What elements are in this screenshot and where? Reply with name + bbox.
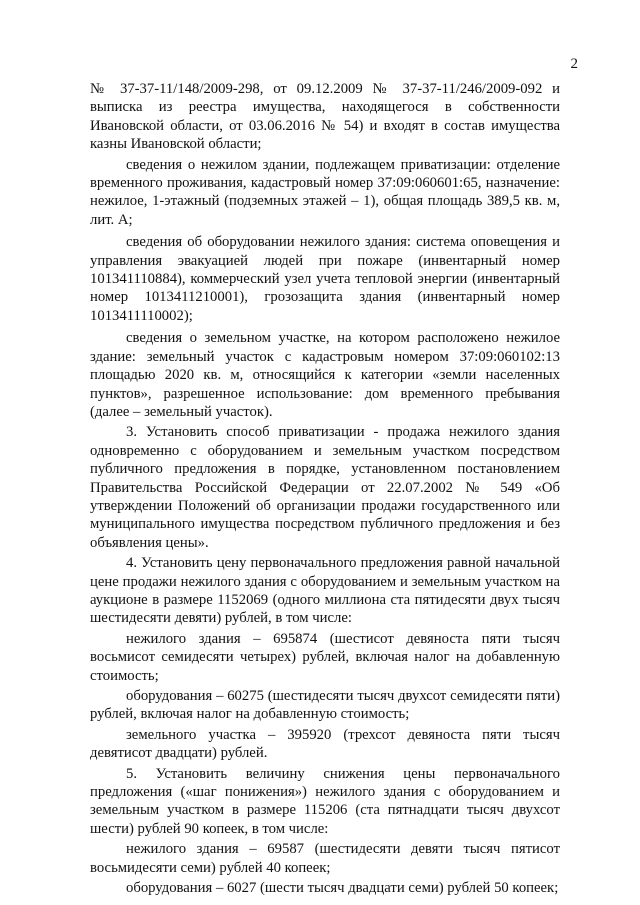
paragraph-item-3-privatization-method: 3. Установить способ приватизации - продажа нежилого здания одновременно с оборудованием и земельным участком посредством публичного предложения в порядке, установленном постановлением Правительства Российской Федерации от 22.07.2002 № 549 «Об утверждении Положений об организации продажи государственного или муниципального имущества посредством публичного предложения и без объявления цены». bbox=[90, 424, 560, 551]
paragraph-land-plot-info: сведения о земельном участке, на котором расположено нежилое здание: земельный участок с кадастровым номером 37:09:060102:13 площадью 2020 кв. м, относящийся к категории «земли населенных пунктов», разрешенное использование: дом временного пребывания (далее – земельный участок). bbox=[90, 330, 560, 420]
paragraph-item-4-initial-price: 4. Установить цену первоначального предложения равной начальной цене продажи нежилого здания с оборудованием и земельным участком на аукционе в размере 1152069 (одного миллиона ста пятидесяти двух тысяч шестидесяти девяти) рублей, в том числе: bbox=[90, 555, 560, 627]
document-body bbox=[90, 80, 560, 899]
paragraph-building-info: сведения о нежилом здании, подлежащем приватизации: отделение временного проживания, кадастровый номер 37:09:060601:65, назначение: нежилое, 1-этажный (подземных этажей – 1), общая площадь 389,5 кв. м, лит. А; bbox=[90, 156, 560, 228]
paragraph-item-5-price-step: 5. Установить величину снижения цены первоначального предложения («шаг понижения») нежилого здания с оборудованием и земельным участком в размере 115206 (ста пятнадцати тысяч двухсот шести) рублей 90 копеек, в том числе: bbox=[90, 765, 560, 837]
paragraph-registration-continuation: № 37-37-11/148/2009-298, от 09.12.2009 № 37-37-11/246/2009-092 и выписка из реестра имущества, находящегося в собственности Ивановской области, от 03.06.2016 № 54) и входят в состав имущества казны Ивановской области; bbox=[90, 81, 560, 153]
paragraph-price-equipment: оборудования – 60275 (шестидесяти тысяч двухсот семидесяти пяти) рублей, включая налог на добавленную стоимость; bbox=[90, 688, 560, 723]
paragraph-step-building: нежилого здания – 69587 (шестидесяти девяти тысяч пятисот восьмидесяти семи) рублей 40 копеек; bbox=[90, 841, 560, 876]
paragraph-equipment-info: сведения об оборудовании нежилого здания: система оповещения и управления эвакуацией людей при пожаре (инвентарный номер 101341110884), коммерческий узел учета тепловой энергии (инвентарный номер 1013411210001), грозозащита здания (инвентарный номер 1013411110002); bbox=[90, 234, 560, 324]
paragraph-price-land: земельного участка – 395920 (трехсот девяноста пяти тысяч девятисот двадцати) рублей. bbox=[90, 726, 560, 762]
paragraph-price-building: нежилого здания – 695874 (шестисот девяноста пяти тысяч восьмисот семидесяти четырех) рублей, включая налог на добавленную стоимость; bbox=[90, 630, 560, 684]
paragraph-step-equipment: оборудования – 6027 (шести тысяч двадцати семи) рублей 50 копеек; bbox=[126, 880, 559, 897]
page-number: 2 bbox=[570, 56, 578, 72]
